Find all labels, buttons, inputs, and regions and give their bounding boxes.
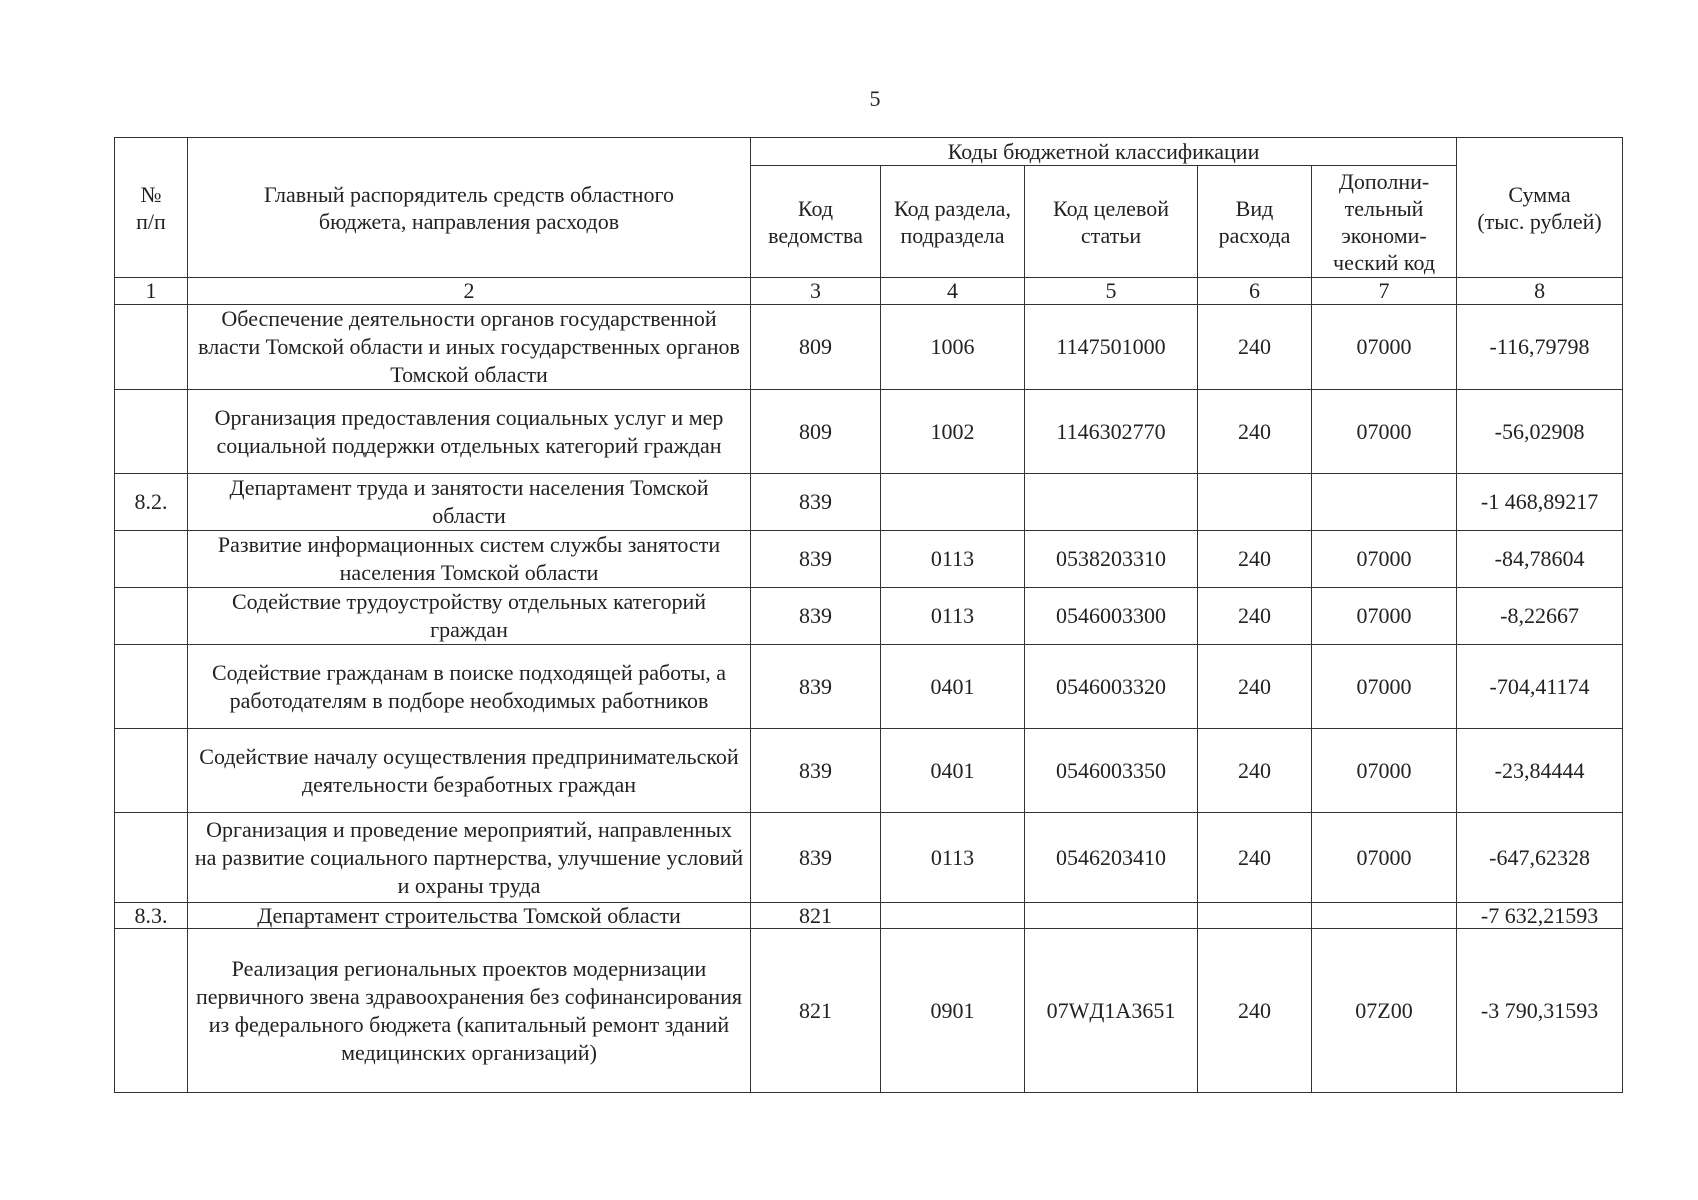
cell-section: 0901	[881, 929, 1025, 1093]
cell-name: Содействие гражданам в поиске подходящей работы, а работодателям в подборе необходимых работников	[188, 645, 751, 729]
cell-type: 240	[1198, 929, 1312, 1093]
cell-target: 0546203410	[1025, 813, 1198, 903]
header-name: Главный распорядитель средств областного бюджета, направления расходов	[188, 138, 751, 278]
cell-section: 0113	[881, 531, 1025, 588]
column-number: 1	[115, 278, 188, 305]
cell-name: Реализация региональных проектов модернизации первичного звена здравоохранения без софинансирования из федерального бюджета (капитальный ремонт зданий медицинских организаций)	[188, 929, 751, 1093]
cell-dept: 839	[751, 474, 881, 531]
cell-dept: 821	[751, 903, 881, 929]
header-no: № п/п	[115, 138, 188, 278]
cell-dept: 809	[751, 390, 881, 474]
cell-extra: 07000	[1312, 588, 1457, 645]
cell-section	[881, 903, 1025, 929]
cell-extra: 07000	[1312, 390, 1457, 474]
cell-no	[115, 929, 188, 1093]
cell-no	[115, 531, 188, 588]
cell-name: Развитие информационных систем службы занятости населения Томской области	[188, 531, 751, 588]
header-target-code: Код целевой статьи	[1025, 166, 1198, 278]
cell-name: Содействие началу осуществления предпринимательской деятельности безработных граждан	[188, 729, 751, 813]
cell-type: 240	[1198, 588, 1312, 645]
cell-extra: 07000	[1312, 645, 1457, 729]
cell-type	[1198, 474, 1312, 531]
column-number: 4	[881, 278, 1025, 305]
column-number: 6	[1198, 278, 1312, 305]
table-row	[115, 729, 1623, 813]
cell-sum: -116,79798	[1457, 305, 1623, 390]
header-codes-group: Коды бюджетной классификации	[751, 138, 1457, 166]
cell-target: 0538203310	[1025, 531, 1198, 588]
cell-target: 0546003320	[1025, 645, 1198, 729]
cell-section: 0113	[881, 813, 1025, 903]
cell-extra: 07000	[1312, 813, 1457, 903]
cell-type: 240	[1198, 305, 1312, 390]
cell-section	[881, 474, 1025, 531]
cell-target: 0546003350	[1025, 729, 1198, 813]
cell-no: 8.2.	[115, 474, 188, 531]
budget-table	[114, 137, 1623, 1093]
cell-no: 8.3.	[115, 903, 188, 929]
cell-target	[1025, 903, 1198, 929]
cell-dept: 839	[751, 588, 881, 645]
cell-type	[1198, 903, 1312, 929]
cell-extra: 07000	[1312, 305, 1457, 390]
cell-extra: 07000	[1312, 729, 1457, 813]
column-number: 8	[1457, 278, 1623, 305]
cell-extra: 07000	[1312, 531, 1457, 588]
cell-dept: 839	[751, 531, 881, 588]
table-row	[115, 645, 1623, 729]
cell-sum: -7 632,21593	[1457, 903, 1623, 929]
cell-extra	[1312, 903, 1457, 929]
cell-no	[115, 813, 188, 903]
cell-target: 1146302770	[1025, 390, 1198, 474]
cell-extra	[1312, 474, 1457, 531]
cell-sum: -23,84444	[1457, 729, 1623, 813]
cell-type: 240	[1198, 813, 1312, 903]
cell-sum: -647,62328	[1457, 813, 1623, 903]
cell-no	[115, 588, 188, 645]
cell-no	[115, 305, 188, 390]
cell-name: Департамент строительства Томской области	[188, 903, 751, 929]
cell-name: Организация и проведение мероприятий, направленных на развитие социального партнерства, улучшение условий и охраны труда	[188, 813, 751, 903]
column-number: 2	[188, 278, 751, 305]
cell-type: 240	[1198, 645, 1312, 729]
cell-target: 1147501000	[1025, 305, 1198, 390]
column-number: 3	[751, 278, 881, 305]
header-expense-type: Вид расхода	[1198, 166, 1312, 278]
table-row	[115, 305, 1623, 390]
cell-dept: 809	[751, 305, 881, 390]
header-sum: Сумма (тыс. рублей)	[1457, 138, 1623, 278]
cell-section: 0113	[881, 588, 1025, 645]
cell-dept: 821	[751, 929, 881, 1093]
table-row	[115, 903, 1623, 929]
cell-no	[115, 390, 188, 474]
cell-dept: 839	[751, 813, 881, 903]
header-dept-code: Код ведомства	[751, 166, 881, 278]
cell-name: Содействие трудоустройству отдельных категорий граждан	[188, 588, 751, 645]
table-row	[115, 474, 1623, 531]
cell-section: 0401	[881, 729, 1025, 813]
column-number: 7	[1312, 278, 1457, 305]
column-number: 5	[1025, 278, 1198, 305]
cell-sum: -84,78604	[1457, 531, 1623, 588]
cell-dept: 839	[751, 729, 881, 813]
table-row	[115, 531, 1623, 588]
cell-sum: -1 468,89217	[1457, 474, 1623, 531]
cell-name: Департамент труда и занятости населения Томской области	[188, 474, 751, 531]
cell-sum: -704,41174	[1457, 645, 1623, 729]
cell-section: 1002	[881, 390, 1025, 474]
header-extra-code: Дополни- тельный экономи- ческий код	[1312, 166, 1457, 278]
cell-dept: 839	[751, 645, 881, 729]
cell-target: 0546003300	[1025, 588, 1198, 645]
cell-no	[115, 645, 188, 729]
cell-name: Обеспечение деятельности органов государственной власти Томской области и иных государственных органов Томской области	[188, 305, 751, 390]
table-row	[115, 929, 1623, 1093]
cell-target	[1025, 474, 1198, 531]
cell-sum: -3 790,31593	[1457, 929, 1623, 1093]
cell-extra: 07Z00	[1312, 929, 1457, 1093]
cell-type: 240	[1198, 390, 1312, 474]
cell-section: 1006	[881, 305, 1025, 390]
cell-sum: -8,22667	[1457, 588, 1623, 645]
cell-target: 07WД1A3651	[1025, 929, 1198, 1093]
cell-no	[115, 729, 188, 813]
column-number-row	[115, 278, 1623, 305]
table-row	[115, 390, 1623, 474]
header-section-code: Код раздела, подраздела	[881, 166, 1025, 278]
cell-sum: -56,02908	[1457, 390, 1623, 474]
cell-name: Организация предоставления социальных услуг и мер социальной поддержки отдельных категорий граждан	[188, 390, 751, 474]
table-row	[115, 813, 1623, 903]
cell-section: 0401	[881, 645, 1025, 729]
page-number: 5	[869, 86, 881, 111]
table-row	[115, 588, 1623, 645]
cell-type: 240	[1198, 531, 1312, 588]
cell-type: 240	[1198, 729, 1312, 813]
